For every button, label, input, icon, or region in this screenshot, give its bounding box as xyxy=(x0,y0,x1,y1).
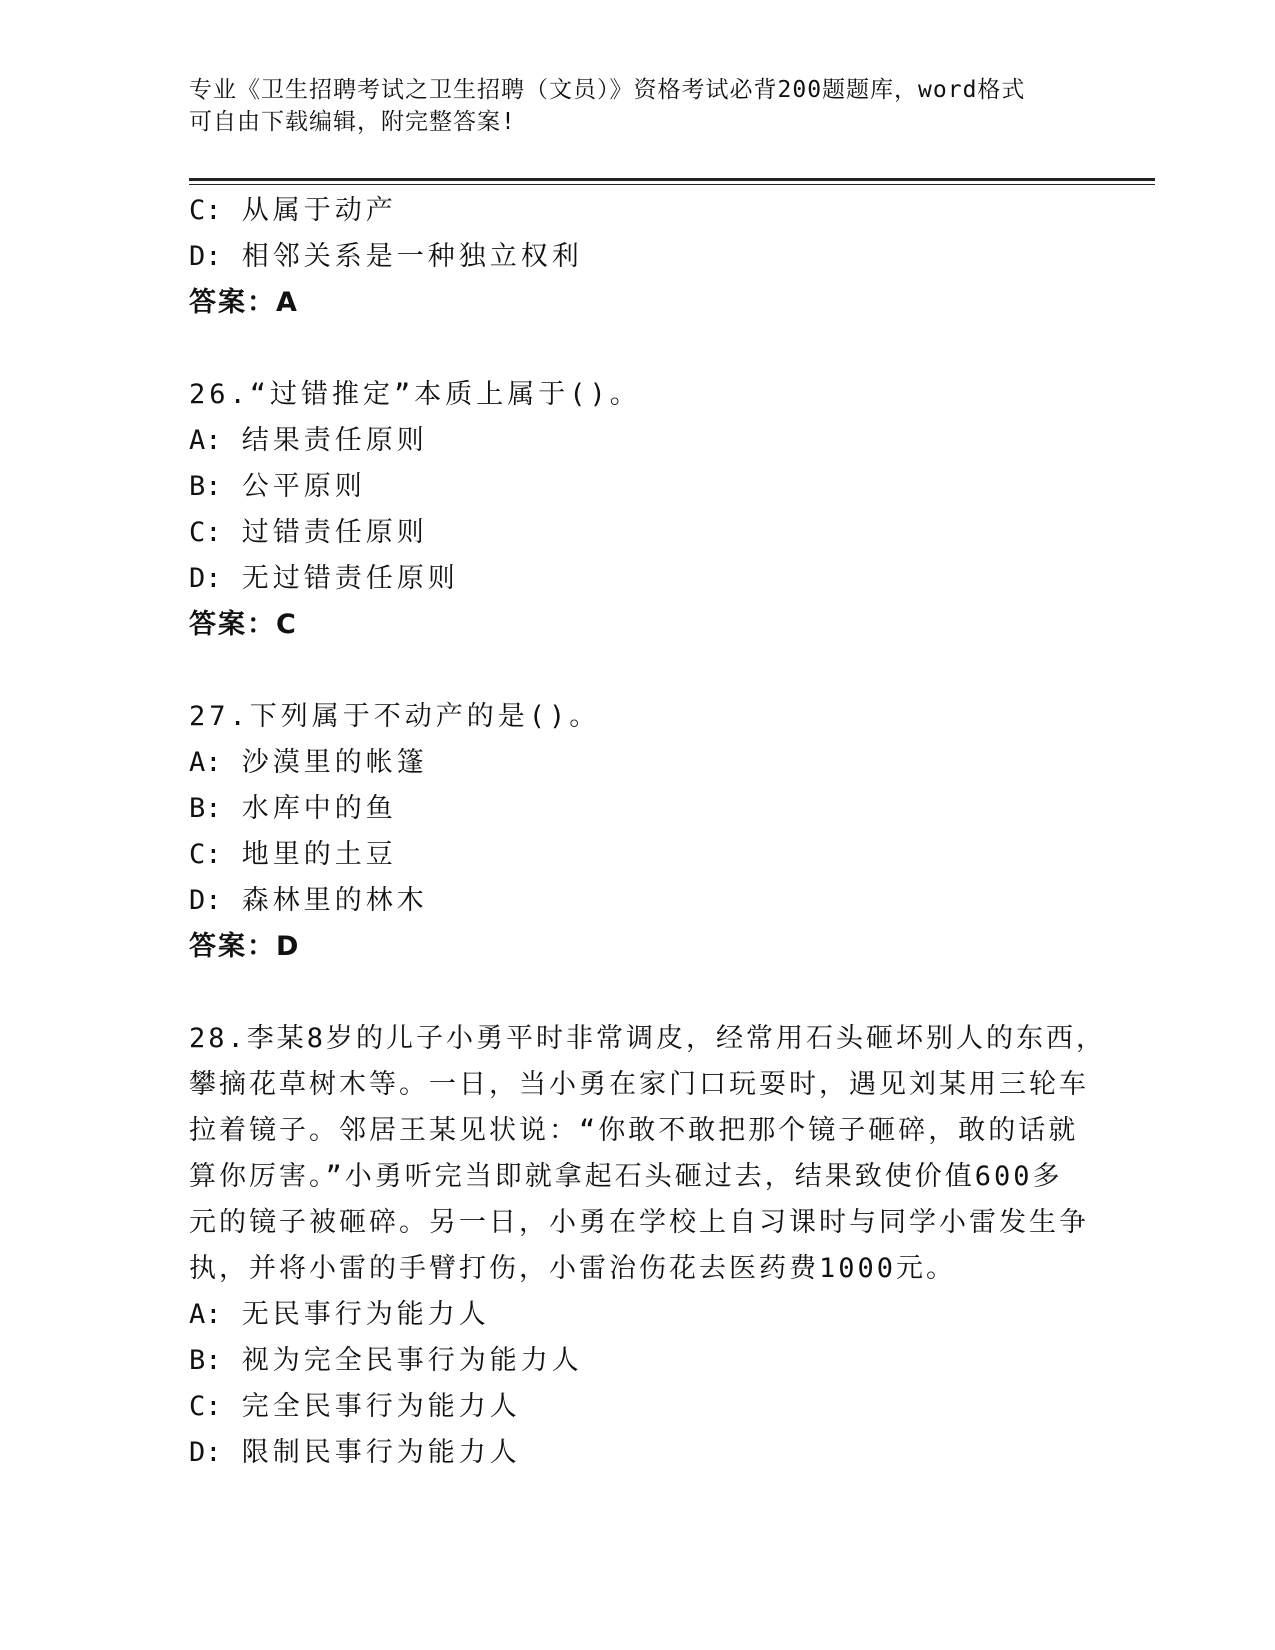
option-label: D: xyxy=(189,1437,222,1468)
option-text: 森林里的林木 xyxy=(241,885,428,916)
question-stem: 26.“过错推定”本质上属于()。 xyxy=(189,379,641,410)
option-text: 公平原则 xyxy=(241,471,366,502)
option-label: C: xyxy=(189,839,222,870)
option-b xyxy=(189,786,1069,832)
question-stem-line: 元的镜子被砸碎。另一日，小勇在学校上自习课时与同学小雷发生争 xyxy=(189,1207,1089,1238)
header-divider-thin xyxy=(189,184,1155,185)
option-label: B: xyxy=(189,471,222,502)
question-stem: 27.下列属于不动产的是()。 xyxy=(189,701,601,732)
spacer xyxy=(189,970,1069,1016)
option-label: A: xyxy=(189,747,222,778)
question-25-continued xyxy=(189,188,1069,326)
question-stem-line: 拉着镜子。邻居王某见状说：“你敢不敢把那个镜子砸碎，敢的话就 xyxy=(189,1115,1079,1146)
option-d xyxy=(189,878,1069,924)
answer-line: 答案：A xyxy=(189,287,299,318)
option-text: 无民事行为能力人 xyxy=(241,1299,490,1330)
option-text: 沙漠里的帐篷 xyxy=(241,747,428,778)
option-label: B: xyxy=(189,793,222,824)
question-stem xyxy=(189,1016,1107,1292)
option-label: C: xyxy=(189,1391,222,1422)
spacer xyxy=(189,648,1069,694)
question-27 xyxy=(189,694,1069,970)
option-d xyxy=(189,234,1069,280)
option-b xyxy=(189,1338,1069,1384)
question-26 xyxy=(189,372,1069,648)
question-stem-line: 28.李某8岁的儿子小勇平时非常调皮，经常用石头砸坏别人的东西， xyxy=(189,1023,1107,1054)
header-title-line-2: 可自由下载编辑，附完整答案! xyxy=(189,109,516,135)
option-text: 限制民事行为能力人 xyxy=(241,1437,521,1468)
option-d xyxy=(189,1430,1069,1476)
spacer xyxy=(189,326,1069,372)
option-label: A: xyxy=(189,425,222,456)
option-text: 相邻关系是一种独立权利 xyxy=(241,241,583,272)
answer-line: 答案：D xyxy=(189,931,301,962)
option-label: A: xyxy=(189,1299,222,1330)
option-label: D: xyxy=(189,241,222,272)
option-label: D: xyxy=(189,563,222,594)
option-text: 过错责任原则 xyxy=(241,517,428,548)
option-c xyxy=(189,1384,1069,1430)
option-a xyxy=(189,418,1069,464)
answer-line: 答案：C xyxy=(189,609,298,640)
option-text: 完全民事行为能力人 xyxy=(241,1391,521,1422)
option-text: 从属于动产 xyxy=(241,195,397,226)
header-divider-thick xyxy=(189,178,1155,181)
option-b xyxy=(189,464,1069,510)
option-text: 水库中的鱼 xyxy=(241,793,397,824)
question-stem-line: 攀摘花草树木等。一日，当小勇在家门口玩耍时，遇见刘某用三轮车 xyxy=(189,1069,1089,1100)
option-c xyxy=(189,510,1069,556)
question-stem-line: 执，并将小雷的手臂打伤，小雷治伤花去医药费1000元。 xyxy=(189,1253,957,1284)
question-stem-line: 算你厉害。”小勇听完当即就拿起石头砸过去，结果致使价值600多 xyxy=(189,1161,1063,1192)
header-title-line-1: 专业《卫生招聘考试之卫生招聘（文员）》资格考试必背200题题库，word格式 xyxy=(189,77,1026,103)
option-label: D: xyxy=(189,885,222,916)
option-text: 无过错责任原则 xyxy=(241,563,459,594)
option-a xyxy=(189,1292,1069,1338)
option-label: B: xyxy=(189,1345,222,1376)
option-c xyxy=(189,832,1069,878)
question-28 xyxy=(189,1016,1107,1476)
question-list xyxy=(189,188,1107,1476)
option-text: 结果责任原则 xyxy=(241,425,428,456)
option-text: 地里的土豆 xyxy=(241,839,397,870)
option-label: C: xyxy=(189,195,222,226)
document-header xyxy=(189,74,1069,138)
option-a xyxy=(189,740,1069,786)
option-c xyxy=(189,188,1069,234)
option-text: 视为完全民事行为能力人 xyxy=(241,1345,583,1376)
option-d xyxy=(189,556,1069,602)
option-label: C: xyxy=(189,517,222,548)
